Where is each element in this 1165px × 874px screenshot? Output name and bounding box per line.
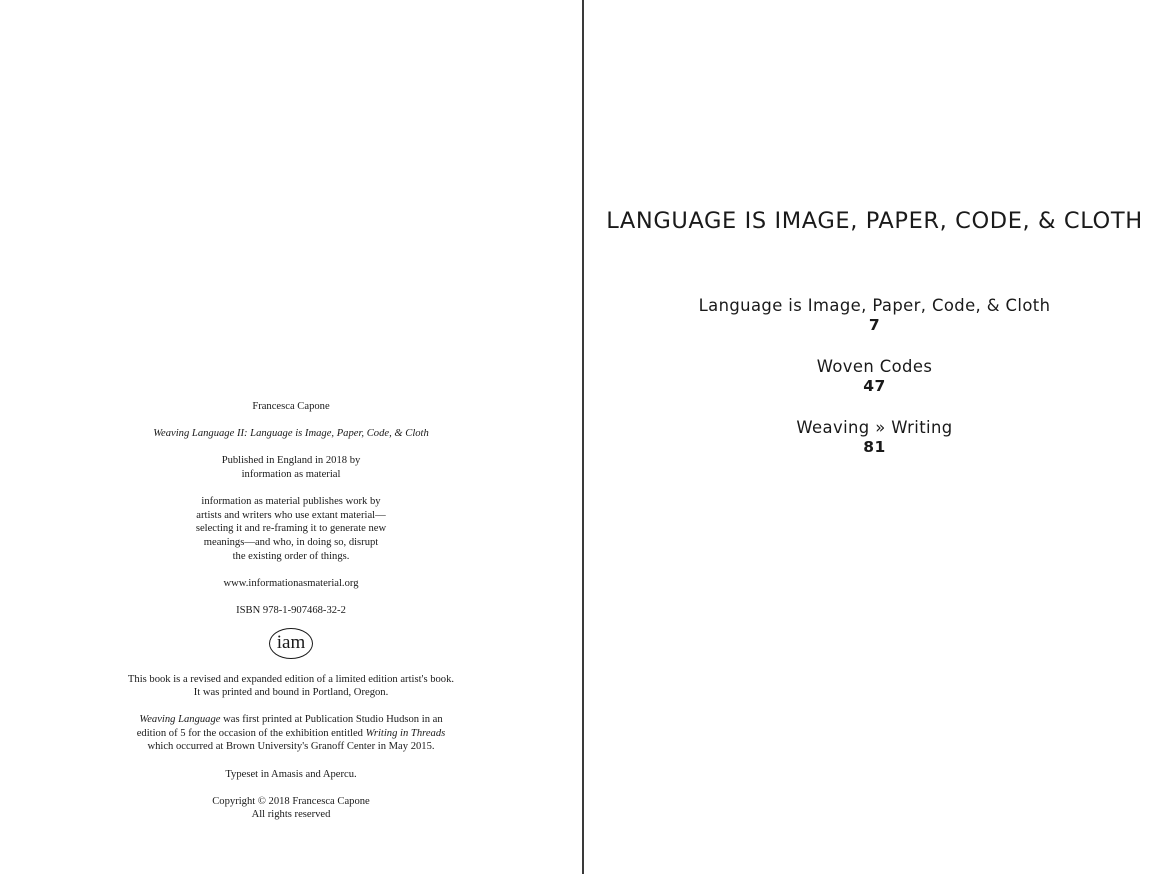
page-title: LANGUAGE IS IMAGE, PAPER, CODE, & CLOTH bbox=[606, 208, 1143, 234]
toc-entry-page: 47 bbox=[863, 377, 886, 395]
toc-entry-title: Weaving » Writing bbox=[796, 418, 953, 437]
left-page bbox=[0, 0, 582, 874]
about-line: selecting it and re-framing it to generate new bbox=[195, 523, 387, 535]
about-line: artists and writers who use extant material— bbox=[196, 509, 386, 521]
about-line: the existing order of things. bbox=[232, 550, 350, 562]
author-name: Francesca Capone bbox=[252, 401, 330, 412]
isbn: ISBN 978-1-907468-32-2 bbox=[236, 604, 346, 616]
first-print-line bbox=[0, 713, 582, 727]
table-of-contents bbox=[584, 296, 1165, 479]
first-print-title: Weaving Language bbox=[139, 714, 221, 726]
edition-note: It was printed and bound in Portland, Oregon. bbox=[193, 687, 389, 699]
toc-entry[interactable] bbox=[584, 418, 1165, 457]
edition-note: This book is a revised and expanded edition of a limited edition artist's book. bbox=[127, 673, 455, 685]
first-print-text: edition of 5 for the occasion of the exhibition entitled bbox=[136, 727, 366, 739]
toc-entry-page: 7 bbox=[868, 316, 881, 334]
book-title: Weaving Language II: Language is Image, Paper, Code, & Cloth bbox=[153, 428, 429, 440]
first-print-line bbox=[0, 727, 582, 741]
copyright: Copyright © 2018 Francesca Capone bbox=[212, 795, 370, 807]
publisher-logo bbox=[0, 628, 582, 659]
colophon bbox=[0, 400, 582, 822]
iam-logo-icon: iam bbox=[269, 628, 313, 659]
toc-entry-title: Woven Codes bbox=[816, 357, 933, 376]
website-link: www.informationasmaterial.org bbox=[223, 577, 359, 589]
toc-entry[interactable] bbox=[584, 296, 1165, 335]
first-print-line: which occurred at Brown University's Granoff Center in May 2015. bbox=[147, 741, 435, 753]
toc-entry-page: 81 bbox=[863, 438, 886, 456]
about-line: meanings—and who, in doing so, disrupt bbox=[203, 536, 379, 548]
toc-entry-title: Language is Image, Paper, Code, & Cloth bbox=[698, 296, 1051, 315]
exhibition-title: Writing in Threads bbox=[365, 727, 446, 739]
first-print-text: was first printed at Publication Studio Hudson in an bbox=[220, 714, 443, 726]
about-line: information as material publishes work by bbox=[201, 496, 381, 508]
typeset-note: Typeset in Amasis and Apercu. bbox=[225, 768, 357, 780]
rights: All rights reserved bbox=[251, 809, 331, 821]
right-page bbox=[584, 0, 1165, 874]
publisher-name: information as material bbox=[241, 468, 341, 480]
toc-entry[interactable] bbox=[584, 357, 1165, 396]
published-line: Published in England in 2018 by bbox=[221, 455, 361, 467]
